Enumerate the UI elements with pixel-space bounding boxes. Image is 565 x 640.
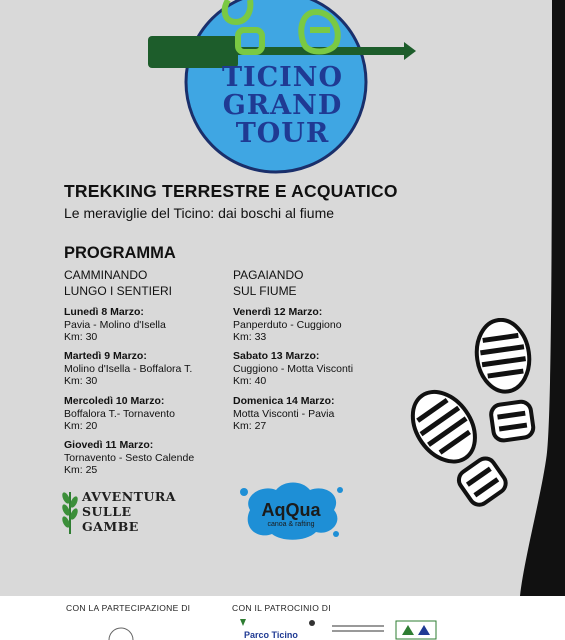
- stage-km: Km: 27: [233, 420, 267, 432]
- stage-left-1: [64, 306, 166, 344]
- stage-day: Mercoledì 10 Marzo:: [64, 395, 165, 407]
- left-heading-line-2: LUNGO I SENTIERI: [64, 284, 173, 298]
- stage-day: Sabato 13 Marzo:: [233, 350, 320, 362]
- stage-route: Cuggiono - Motta Visconti: [233, 362, 354, 375]
- right-heading-line-2: SUL FIUME: [233, 284, 297, 298]
- logo-line-3: TOUR: [235, 118, 330, 149]
- logo-line-2: GRAND: [222, 90, 343, 121]
- aqqua-logo-name: AqQua: [261, 500, 321, 520]
- stage-right-2: [233, 350, 353, 388]
- stage-right-3: [233, 395, 335, 433]
- stage-km: Km: 25: [64, 464, 98, 476]
- headline: TREKKING TERRESTRE E ACQUATICO: [64, 181, 398, 201]
- wheat-icon: [60, 488, 80, 536]
- ticino-grand-tour-logo: [0, 0, 565, 180]
- left-heading-line-1: CAMMINANDO: [64, 268, 148, 282]
- avventura-sulle-gambe-logo: [82, 489, 176, 534]
- stage-km: Km: 20: [64, 420, 98, 432]
- stage-km: Km: 30: [64, 375, 98, 387]
- stage-km: Km: 30: [64, 331, 98, 343]
- stage-route: Boffalora T.- Tornavento: [64, 407, 175, 420]
- avventura-line-3: GAMBE: [82, 519, 139, 534]
- participation-label: CON LA PARTECIPAZIONE DI: [66, 603, 191, 613]
- footprint-icon: [390, 318, 540, 533]
- stage-day: Martedì 9 Marzo:: [64, 350, 147, 362]
- stage-km: Km: 40: [233, 375, 267, 387]
- stage-day: Giovedì 11 Marzo:: [64, 439, 154, 451]
- stage-left-2: [64, 350, 192, 388]
- right-column-heading: [233, 267, 303, 299]
- stage-left-4: [64, 439, 194, 477]
- stage-route: Tornavento - Sesto Calende: [64, 451, 195, 464]
- stage-day: Lunedì 8 Marzo:: [64, 306, 144, 318]
- right-heading-line-1: PAGAIANDO: [233, 268, 304, 282]
- parco-ticino-logo: Parco Ticino: [244, 630, 298, 640]
- patron-logos-icon: [236, 617, 442, 640]
- stage-route: Molino d'Isella - Boffalora T.: [64, 362, 193, 375]
- subline: Le meraviglie del Ticino: dai boschi al fiume: [64, 205, 335, 221]
- programma-title: PROGRAMMA: [64, 244, 176, 262]
- patronage-label: CON IL PATROCINIO DI: [232, 603, 331, 613]
- stage-route: Motta Visconti - Pavia: [233, 407, 335, 420]
- avventura-line-1: AVVENTURA: [82, 489, 176, 504]
- aqqua-logo-sub: canoa & rafting: [267, 521, 315, 528]
- left-column-heading: [64, 267, 172, 299]
- stage-km: Km: 33: [233, 331, 267, 343]
- partner-seal-icon: [106, 624, 136, 640]
- stage-day: Venerdì 12 Marzo:: [233, 306, 323, 318]
- stage-day: Domenica 14 Marzo:: [233, 395, 335, 407]
- stage-route: Panperduto - Cuggiono: [233, 318, 342, 331]
- stage-right-1: [233, 306, 342, 344]
- avventura-line-2: SULLE: [82, 504, 132, 519]
- stage-route: Pavia - Molino d'Isella: [64, 318, 166, 331]
- logo-line-1: TICINO: [221, 62, 344, 93]
- stage-left-3: [64, 395, 175, 433]
